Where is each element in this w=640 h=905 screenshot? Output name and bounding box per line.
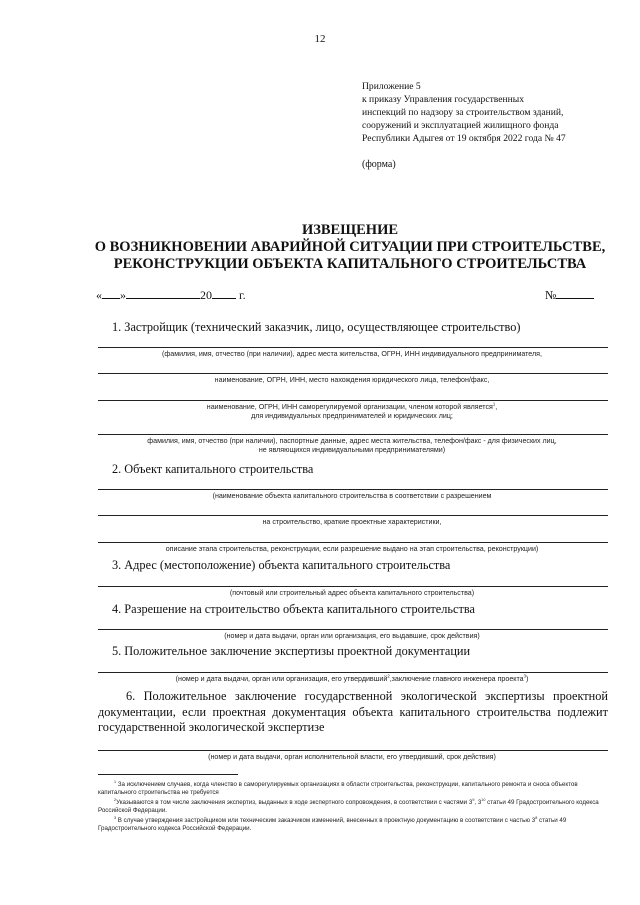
appendix-line: к приказу Управления государственных — [362, 94, 525, 105]
section-4-heading: 4. Разрешение на строительство объекта капитального строительства — [112, 602, 475, 616]
input-line[interactable] — [98, 542, 608, 543]
input-line[interactable] — [98, 489, 608, 490]
footnote-2: $^2$Указываются в том числе заключения экспертиз, выданных в ходе экспертного сопровождения, в соответствии с частями $3^9$, $3^{10}$ статьи 49 Градостроительного кодекса Российской Федерации. — [98, 797, 599, 815]
day-blank[interactable] — [102, 287, 120, 299]
appendix-line: инспекций по надзору за строительством зданий, — [362, 107, 564, 118]
field-caption: (наименование объекта капитального строительства в соответствии с разрешением — [212, 492, 492, 500]
input-line[interactable] — [98, 515, 608, 516]
input-line[interactable] — [98, 672, 608, 673]
field-caption: (почтовый или строительный адрес объекта капитального строительства) — [229, 589, 475, 597]
field-caption: не являющихся индивидуальными предпринимателями) — [258, 446, 446, 454]
field-caption: (номер и дата выдачи, орган или организация, его утвердивший$^2$,заключение главного инженера проекта$^3$) — [175, 673, 529, 683]
section-1-heading: 1. Застройщик (технический заказчик, лицо, осуществляющее строительство) — [112, 320, 521, 334]
number-field[interactable] — [545, 287, 594, 303]
year-blank[interactable] — [212, 287, 236, 299]
number-sign: № — [545, 288, 557, 302]
document-title-line2: О ВОЗНИКНОВЕНИИ АВАРИЙНОЙ СИТУАЦИИ ПРИ СТРОИТЕЛЬСТВЕ, — [94, 239, 606, 255]
input-line[interactable] — [98, 347, 608, 348]
input-line[interactable] — [98, 373, 608, 374]
input-line[interactable] — [98, 629, 608, 630]
document-title: ИЗВЕЩЕНИЕ — [301, 222, 399, 238]
field-caption: наименование, ОГРН, ИНН саморегулируемой организации, членом которой является$^1$, — [206, 401, 498, 411]
field-caption: описание этапа строительства, реконструкции, если разрешение выдано на этап строительства, реконструкции) — [165, 545, 539, 553]
field-caption: (фамилия, имя, отчество (при наличии), адрес места жительства, ОГРН, ИНН индивидуального предпринимателя, — [162, 350, 542, 358]
section-2-heading: 2. Объект капитального строительства — [112, 462, 314, 476]
number-blank[interactable] — [556, 287, 594, 299]
page-number: 12 — [314, 33, 326, 45]
month-blank[interactable] — [126, 287, 200, 299]
appendix-line: Республики Адыгея от 19 октября 2022 года № 47 — [362, 133, 566, 144]
date-open-quote: « — [96, 288, 102, 302]
date-close-quote: » — [120, 288, 126, 302]
year-suffix: г. — [239, 288, 246, 302]
section-6-paragraph: 6. Положительное заключение государственной экологической экспертизы проектной документации, если проектная документация объекта капитального строительства подлежит государственной экологической экспертизе — [98, 689, 608, 734]
input-line[interactable] — [98, 400, 608, 401]
section-5-heading: 5. Положительное заключение экспертизы проектной документации — [112, 644, 471, 658]
appendix-line: Приложение 5 — [362, 81, 421, 92]
date-field[interactable] — [96, 287, 246, 303]
year-prefix: 20 — [200, 288, 212, 302]
field-caption: для индивидуальных предпринимателей и юридических лиц; — [251, 412, 453, 420]
input-line[interactable] — [98, 586, 608, 587]
appendix-block — [362, 80, 632, 145]
footnote-3: $^3$ В случае утверждения застройщиком или техническим заказчиком изменений, внесенных в проектную документацию в соответствии с частью $3^8$ статьи 49 Градостроительного кодекса Российской Федерации. — [98, 815, 567, 833]
form-label: (форма) — [362, 159, 396, 170]
input-line[interactable] — [98, 750, 608, 751]
field-caption: (номер и дата выдачи, орган исполнительной власти, его утвердивший, срок действия) — [208, 753, 496, 761]
input-line[interactable] — [98, 434, 608, 435]
field-caption: на строительство, краткие проектные характеристики, — [262, 518, 442, 526]
footnote-divider — [98, 774, 238, 775]
document-title-line3: РЕКОНСТРУКЦИИ ОБЪЕКТА КАПИТАЛЬНОГО СТРОИТЕЛЬСТВА — [113, 256, 587, 272]
section-3-heading: 3. Адрес (местоположение) объекта капитального строительства — [112, 558, 451, 572]
field-caption: фамилия, имя, отчество (при наличии), паспортные данные, адрес места жительства, телефон/факс - для физических лиц, — [147, 437, 557, 445]
appendix-line: сооружений и эксплуатацией жилищного фонда — [362, 120, 559, 131]
field-caption: наименование, ОГРН, ИНН, место нахождения юридического лица, телефон/факс, — [214, 376, 490, 384]
field-caption: (номер и дата выдачи, орган или организация, его выдавшие, срок действия) — [224, 632, 480, 640]
footnote-1: $^1$ За исключением случаев, когда членство в саморегулируемых организациях в области строительства, реконструкции, капитального ремонта и сноса объектов капитального строительства не требуется — [98, 779, 578, 797]
